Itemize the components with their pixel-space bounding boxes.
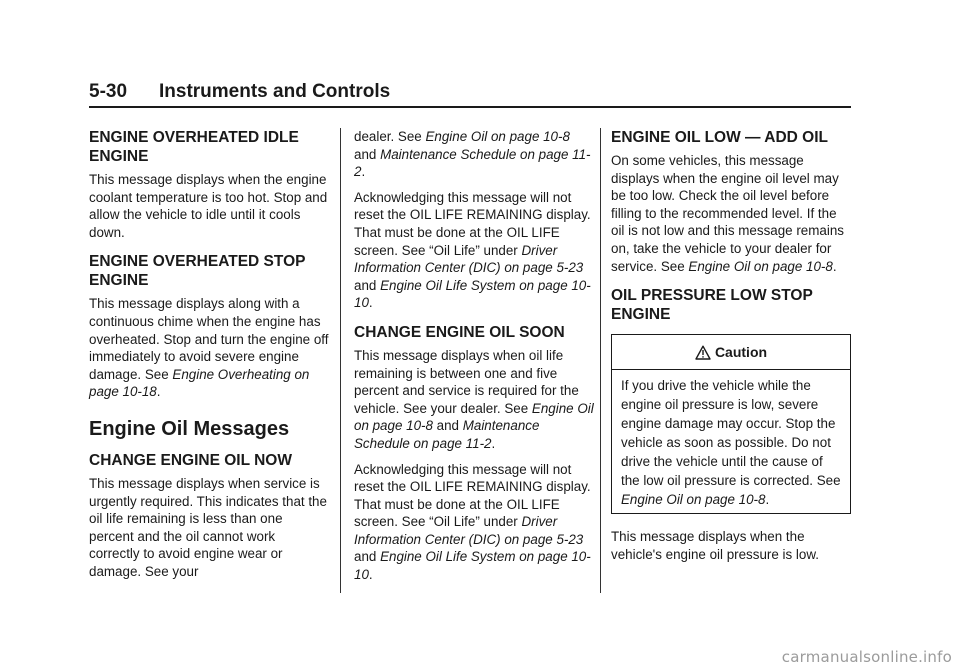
column-divider (340, 128, 341, 593)
page-reference: Engine Oil on page 10-8 (621, 492, 766, 508)
column-divider (600, 128, 601, 593)
paragraph: This message displays when service is urgently required. This indicates that the oil life remaining is less than one percent and the oil cannot work correctly to avoid engine wear or damage. See your (89, 475, 327, 579)
paragraph: On some vehicles, this message displays when the engine oil level may be too low. Check the oil level before filling to the recommended level. If the oil is not low and this message remains on, take the vehicle to your dealer for service. See Engine Oil on page 10-8. (611, 153, 844, 274)
column-middle (354, 128, 594, 595)
paragraph: dealer. See Engine Oil on page 10-8 and Maintenance Schedule on page 11-2. (354, 129, 591, 180)
caution-label: Caution (714, 344, 768, 361)
subheading: ENGINE OVERHEATED STOP ENGINE (89, 253, 306, 290)
page-reference: Engine Overheating on page 10-18 (89, 366, 310, 400)
page-reference: Engine Oil Life System on page 10-10 (354, 549, 591, 583)
paragraph: This message displays when the engine coolant temperature is too hot. Stop and allow the vehicle to idle until it cools down. (89, 172, 328, 240)
paragraph: Acknowledging this message will not reset the OIL LIFE REMAINING display. That must be done at the OIL LIFE screen. See “Oil Life” under Driver Information Center (DIC) on page 5-23 and Engine Oil Life System on page 10-10. (354, 189, 591, 311)
warning-triangle-icon (695, 345, 711, 360)
paragraph: This message displays along with a continuous chime when the engine has overheated. Stop and turn the engine off immediately to avoid severe engine damage. See Engine Overheating on page 10-18. (89, 296, 329, 400)
page-number: 5-30 (89, 81, 128, 102)
column-right (611, 128, 851, 574)
subheading: CHANGE ENGINE OIL SOON (354, 323, 565, 341)
subheading: CHANGE ENGINE OIL NOW (89, 451, 292, 469)
section-heading: Engine Oil Messages (89, 417, 290, 440)
paragraph: This message displays when the vehicle's engine oil pressure is low. (611, 529, 819, 562)
paragraph: Acknowledging this message will not reset the OIL LIFE REMAINING display. That must be done at the OIL LIFE screen. See “Oil Life” under Driver Information Center (DIC) on page 5-23 and Engine Oil Life System on page 10-10. (354, 461, 591, 583)
watermark: carmanualsonline.info (781, 648, 952, 666)
page-reference: Engine Oil on page 10-8 (425, 129, 570, 144)
column-left (89, 128, 329, 592)
paragraph: This message displays when oil life remaining is between one and five percent and service is required for the vehicle. See your dealer. See Engine Oil on page 10-8 and Maintenance Schedule on page 11-2. (354, 347, 594, 451)
page-reference: Maintenance Schedule on page 11-2 (354, 146, 591, 180)
subheading: ENGINE OIL LOW — ADD OIL (611, 129, 828, 146)
section-title: Instruments and Controls (159, 81, 391, 102)
paragraph: If you drive the vehicle while the engine oil pressure is low, severe engine damage may occur. Stop the vehicle as soon as possible. Do not drive the vehicle until the cause of the low oil pressure is corrected. See Engine Oil on page 10-8. (621, 378, 841, 508)
subheading: OIL PRESSURE LOW STOP ENGINE (611, 287, 813, 324)
page-reference: Driver Information Center (DIC) on page 5-23 (354, 514, 584, 547)
caution-header (612, 335, 850, 370)
page-reference: Maintenance Schedule on page 11-2 (354, 418, 540, 451)
subheading: ENGINE OVERHEATED IDLE ENGINE (89, 129, 299, 165)
caution-box (611, 334, 851, 514)
page-reference: Engine Oil Life System on page 10-10 (354, 277, 591, 311)
caution-body (612, 370, 850, 513)
page-reference: Engine Oil on page 10-8 (354, 400, 594, 434)
page-reference: Engine Oil on page 10-8 (688, 258, 833, 274)
page-header (89, 80, 851, 108)
page-reference: Driver Information Center (DIC) on page 5-23 (354, 242, 584, 276)
